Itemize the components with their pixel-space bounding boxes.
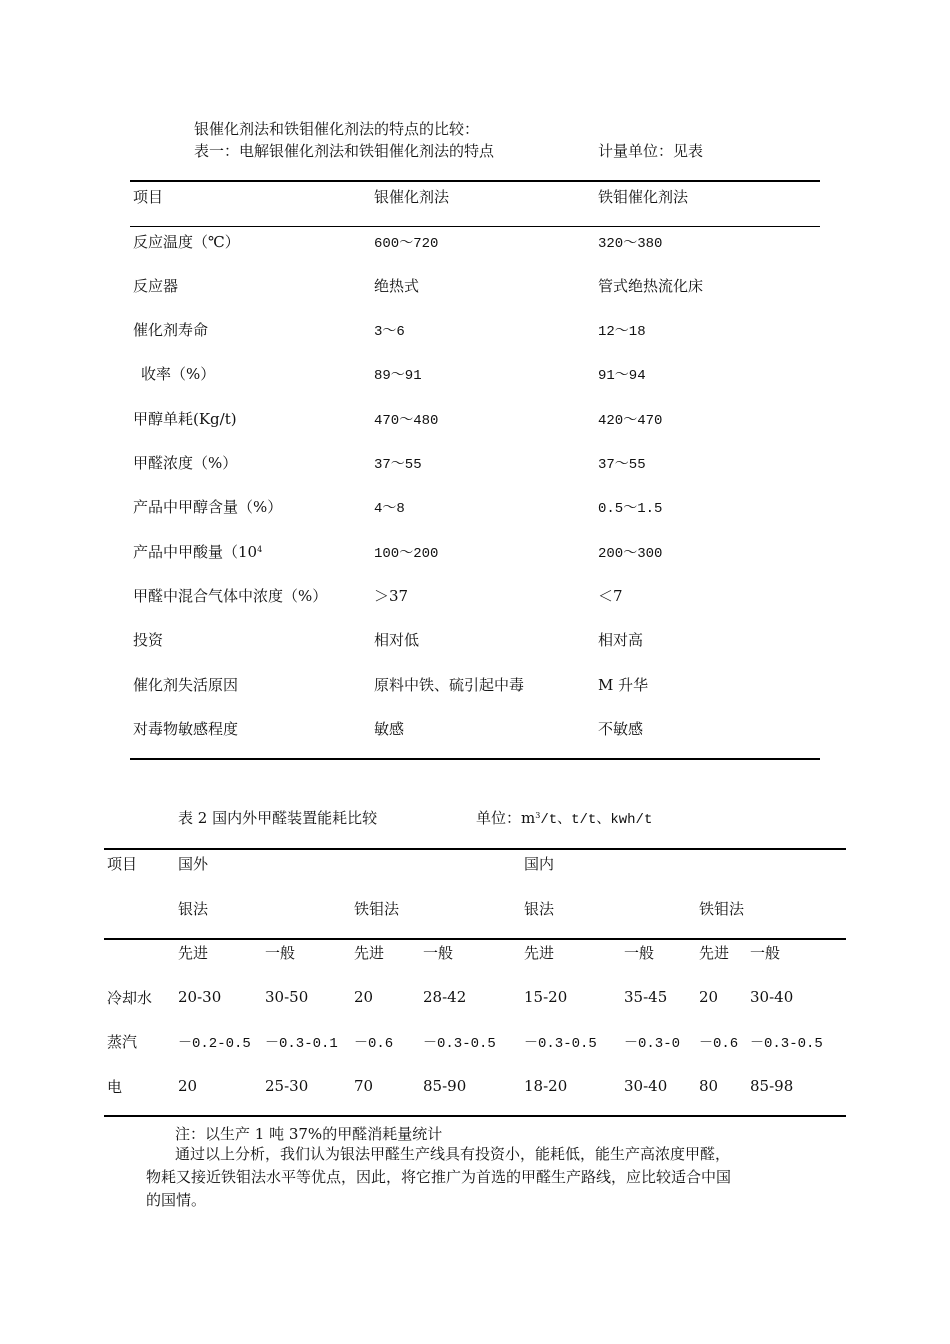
table1-cell: 100～200 [374, 546, 439, 562]
intro-heading: 银催化剂法和铁钼催化剂法的特点的比较： [194, 120, 480, 138]
table1-cell: 投资 [133, 631, 164, 649]
table1-cell: 600～720 [374, 236, 439, 252]
table2-cell: －0.6 [354, 1036, 394, 1052]
table1-header-femo: 铁钼催化剂法 [598, 188, 689, 206]
table2-method: 银法 [524, 900, 555, 918]
table1-bottom-rule [130, 758, 820, 760]
table2-cell: 20-30 [178, 988, 222, 1006]
table2-row-label: 电 [107, 1078, 123, 1096]
table1-cell: 绝热式 [374, 277, 420, 295]
table2-level: 一般 [423, 944, 454, 962]
table1-cell: 反应温度（℃） [133, 233, 240, 251]
table1-cell: 12～18 [598, 324, 646, 340]
table2-header-domestic: 国内 [524, 855, 555, 873]
table2-cell: 80 [699, 1077, 719, 1095]
table1-cell: 甲醛中混合气体中浓度（%） [133, 587, 328, 605]
table2-cell: －0.3-0.1 [265, 1036, 338, 1052]
table2-level: 一般 [750, 944, 781, 962]
table2-caption: 表 2 国内外甲醛装置能耗比较 [178, 809, 378, 827]
table1-cell: 催化剂失活原因 [133, 676, 239, 694]
table2-row-label: 蒸汽 [107, 1033, 138, 1051]
table1-cell: M 升华 [598, 676, 649, 694]
table1-cell: ＞37 [374, 587, 409, 605]
paragraph-line: 通过以上分析，我们认为银法甲醛生产线具有投资小，能耗低，能生产高浓度甲醛， [175, 1145, 731, 1163]
table1-top-rule [130, 180, 820, 182]
table1-cell: 0.5～1.5 [598, 501, 663, 517]
table2-cell: 28-42 [423, 988, 467, 1006]
table1-cell: 420～470 [598, 413, 663, 429]
table1-cell: 反应器 [133, 277, 179, 295]
table2-cell: 20 [178, 1077, 198, 1095]
table1-cell: 相对高 [598, 631, 644, 649]
table2-cell: 85-98 [750, 1077, 794, 1095]
table2-cell: 20 [354, 988, 374, 1006]
table2-cell: －0.3-0.5 [750, 1036, 823, 1052]
table2-cell: －0.6 [699, 1036, 739, 1052]
table2-row-label: 冷却水 [107, 989, 153, 1007]
paragraph-line: 的国情。 [146, 1191, 207, 1209]
table1-cell: 37～55 [598, 457, 646, 473]
table1-cell: 200～300 [598, 546, 663, 562]
table1-header-rule [130, 226, 820, 227]
table2-level: 先进 [354, 944, 385, 962]
table1-cell: 敏感 [374, 720, 405, 738]
table1-cell: 4～8 [374, 501, 405, 517]
table1-cell: 产品中甲醇含量（%） [133, 498, 283, 516]
table2-method: 银法 [178, 900, 209, 918]
table2-cell: －0.3-0 [624, 1036, 681, 1052]
table2-cell: －0.3-0.5 [524, 1036, 597, 1052]
table1-cell: 甲醛浓度（%） [133, 454, 238, 472]
table1-cell: 相对低 [374, 631, 420, 649]
table2-cell: 15-20 [524, 988, 568, 1006]
table1-cell: 37～55 [374, 457, 422, 473]
table2-level: 一般 [265, 944, 296, 962]
table1-cell: 甲醇单耗(Kg/t) [133, 410, 237, 428]
table2-level: 一般 [624, 944, 655, 962]
table2-unit: 单位：$m^3/t$、t/t、kwh/t [476, 809, 653, 828]
table1-unit: 计量单位：见表 [598, 142, 704, 160]
table2-top-rule [104, 848, 846, 850]
table2-header-rule [104, 938, 846, 940]
table1-cell: 不敏感 [598, 720, 644, 738]
table1-cell: 3～6 [374, 324, 405, 340]
table1-cell: 收率（%） [141, 365, 216, 383]
table2-bottom-rule [104, 1115, 846, 1117]
table1-cell: 320～380 [598, 236, 663, 252]
table2-cell: 25-30 [265, 1077, 309, 1095]
table2-note: 注：以生产 1 吨 37%的甲醛消耗量统计 [175, 1125, 443, 1143]
table1-caption: 表一：电解银催化剂法和铁钼催化剂法的特点 [194, 142, 495, 160]
table1-cell: 原料中铁、硫引起中毒 [374, 676, 525, 694]
table2-method: 铁钼法 [354, 900, 400, 918]
table2-cell: 85-90 [423, 1077, 467, 1095]
table2-cell: －0.2-0.5 [178, 1036, 251, 1052]
table2-cell: 35-45 [624, 988, 668, 1006]
table1-cell: ＜7 [598, 587, 623, 605]
table2-header-item: 项目 [107, 855, 138, 873]
table2-level: 先进 [178, 944, 209, 962]
table2-cell: 30-50 [265, 988, 309, 1006]
table1-cell: 91～94 [598, 368, 646, 384]
superscript: 3 [535, 811, 541, 820]
table2-level: 先进 [699, 944, 730, 962]
table2-cell: 30-40 [624, 1077, 668, 1095]
table2-cell: 20 [699, 988, 719, 1006]
table2-cell: 70 [354, 1077, 374, 1095]
table1-cell: 催化剂寿命 [133, 321, 209, 339]
table1-header-item: 项目 [133, 188, 164, 206]
table1-cell: 产品中甲酸量（$10^4$ [133, 543, 263, 561]
table1-header-silver: 银催化剂法 [374, 188, 450, 206]
table1-cell: 管式绝热流化床 [598, 277, 704, 295]
table2-level: 先进 [524, 944, 555, 962]
table1-cell: 对毒物敏感程度 [133, 720, 239, 738]
table2-method: 铁钼法 [699, 900, 745, 918]
table1-cell: 470～480 [374, 413, 439, 429]
table2-header-foreign: 国外 [178, 855, 209, 873]
table2-cell: 30-40 [750, 988, 794, 1006]
table1-cell: 89～91 [374, 368, 422, 384]
superscript: 4 [257, 545, 263, 554]
table2-cell: 18-20 [524, 1077, 568, 1095]
table2-cell: －0.3-0.5 [423, 1036, 496, 1052]
paragraph-line: 物耗又接近铁钼法水平等优点，因此，将它推广为首选的甲醛生产路线，应比较适合中国 [146, 1168, 732, 1186]
